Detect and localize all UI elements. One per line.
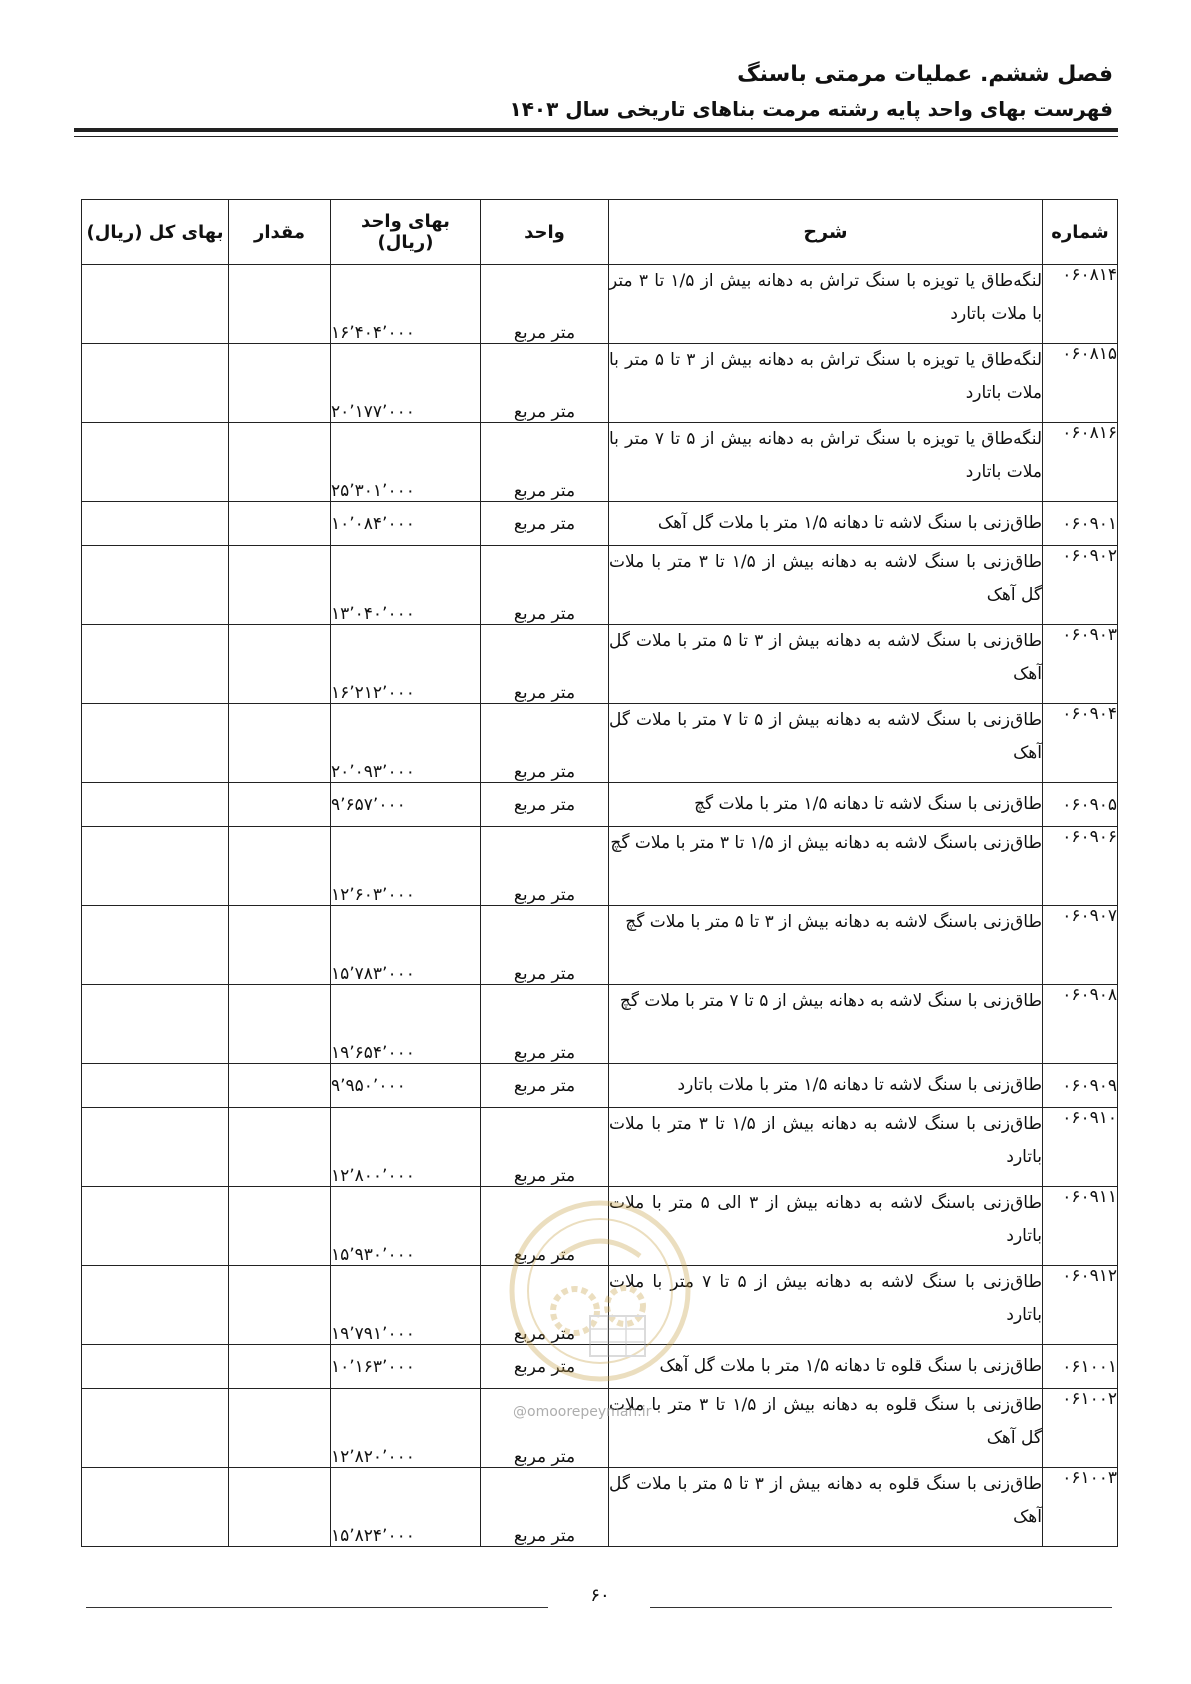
col-header-unit: واحد xyxy=(481,200,609,265)
cell-total-price xyxy=(82,344,229,423)
table-body xyxy=(82,265,1118,1547)
table-header-row xyxy=(82,200,1118,265)
cell-number: ۰۶۰۹۰۷ xyxy=(1043,906,1118,985)
cell-unit: متر مربع xyxy=(481,1187,609,1266)
table-row xyxy=(82,827,1118,906)
cell-number: ۰۶۰۹۰۵ xyxy=(1043,783,1118,827)
header-rule-thin xyxy=(74,136,1118,137)
footer-rule-right xyxy=(650,1607,1112,1608)
cell-description: طاق‌زنی باسنگ لاشه به دهانه بیش از ۱/۵ تا ۳ متر با ملات گچ xyxy=(609,827,1043,906)
cell-description: طاق‌زنی باسنگ لاشه به دهانه بیش از ۳ تا ۵ متر با ملات گچ xyxy=(609,906,1043,985)
cell-unit-price: ۱۵٬۹۳۰٬۰۰۰ xyxy=(331,1187,481,1266)
cell-unit-price: ۹٬۶۵۷٬۰۰۰ xyxy=(331,783,481,827)
col-header-total-price: بهای کل (ریال) xyxy=(82,200,229,265)
cell-quantity xyxy=(229,783,331,827)
cell-unit-price: ۱۰٬۰۸۴٬۰۰۰ xyxy=(331,502,481,546)
cell-number: ۰۶۰۹۰۳ xyxy=(1043,625,1118,704)
cell-total-price xyxy=(82,1345,229,1389)
cell-total-price xyxy=(82,502,229,546)
cell-description: لنگه‌طاق یا تویزه با سنگ تراش به دهانه بیش از ۵ تا ۷ متر با ملات باتارد xyxy=(609,423,1043,502)
table-row xyxy=(82,1108,1118,1187)
cell-total-price xyxy=(82,546,229,625)
cell-description: طاق‌زنی با سنگ لاشه تا دهانه ۱/۵ متر با ملات گل آهک xyxy=(609,502,1043,546)
cell-unit: متر مربع xyxy=(481,827,609,906)
cell-unit-price: ۱۲٬۶۰۳٬۰۰۰ xyxy=(331,827,481,906)
cell-total-price xyxy=(82,985,229,1064)
cell-number: ۰۶۰۹۱۲ xyxy=(1043,1266,1118,1345)
cell-unit: متر مربع xyxy=(481,344,609,423)
cell-number: ۰۶۱۰۰۱ xyxy=(1043,1345,1118,1389)
cell-unit: متر مربع xyxy=(481,1266,609,1345)
cell-total-price xyxy=(82,423,229,502)
cell-quantity xyxy=(229,1064,331,1108)
cell-number: ۰۶۰۹۱۱ xyxy=(1043,1187,1118,1266)
table-row xyxy=(82,546,1118,625)
cell-quantity xyxy=(229,423,331,502)
cell-description: طاق‌زنی با سنگ لاشه تا دهانه ۱/۵ متر با ملات باتارد xyxy=(609,1064,1043,1108)
watermark-site: @omoorepeyman.ir xyxy=(513,1404,652,1420)
cell-unit-price: ۲۰٬۱۷۷٬۰۰۰ xyxy=(331,344,481,423)
cell-number: ۰۶۰۹۰۴ xyxy=(1043,704,1118,783)
cell-unit: متر مربع xyxy=(481,546,609,625)
cell-unit: متر مربع xyxy=(481,1345,609,1389)
header-rule-thick xyxy=(74,128,1118,132)
cell-quantity xyxy=(229,906,331,985)
cell-quantity xyxy=(229,704,331,783)
cell-unit-price: ۲۵٬۳۰۱٬۰۰۰ xyxy=(331,423,481,502)
cell-quantity xyxy=(229,546,331,625)
cell-description: طاق‌زنی با سنگ لاشه به دهانه بیش از ۱/۵ تا ۳ متر با ملات باتارد xyxy=(609,1108,1043,1187)
table-row xyxy=(82,1187,1118,1266)
cell-quantity xyxy=(229,265,331,344)
cell-unit-price: ۱۳٬۰۴۰٬۰۰۰ xyxy=(331,546,481,625)
cell-quantity xyxy=(229,985,331,1064)
cell-quantity xyxy=(229,1266,331,1345)
table-row xyxy=(82,704,1118,783)
cell-description: طاق‌زنی با سنگ لاشه تا دهانه ۱/۵ متر با ملات گچ xyxy=(609,783,1043,827)
cell-number: ۰۶۰۹۰۹ xyxy=(1043,1064,1118,1108)
cell-number: ۰۶۱۰۰۲ xyxy=(1043,1389,1118,1468)
cell-number: ۰۶۰۹۰۲ xyxy=(1043,546,1118,625)
page-header xyxy=(73,58,1113,126)
cell-total-price xyxy=(82,265,229,344)
cell-unit: متر مربع xyxy=(481,1108,609,1187)
cell-quantity xyxy=(229,827,331,906)
cell-description: طاق‌زنی با سنگ لاشه به دهانه بیش از ۱/۵ تا ۳ متر با ملات گل آهک xyxy=(609,546,1043,625)
cell-total-price xyxy=(82,827,229,906)
cell-unit: متر مربع xyxy=(481,625,609,704)
cell-total-price xyxy=(82,1468,229,1547)
col-header-unit-price: بهای واحد (ریال) xyxy=(331,200,481,265)
cell-description: طاق‌زنی با سنگ قلوه تا دهانه ۱/۵ متر با ملات گل آهک xyxy=(609,1345,1043,1389)
cell-total-price xyxy=(82,1108,229,1187)
cell-description: طاق‌زنی با سنگ قلوه به دهانه بیش از ۳ تا ۵ متر با ملات گل آهک xyxy=(609,1468,1043,1547)
cell-total-price xyxy=(82,1064,229,1108)
table-row xyxy=(82,1345,1118,1389)
cell-description: لنگه‌طاق یا تویزه با سنگ تراش به دهانه بیش از ۳ تا ۵ متر با ملات باتارد xyxy=(609,344,1043,423)
table-row xyxy=(82,625,1118,704)
cell-description: طاق‌زنی باسنگ لاشه به دهانه بیش از ۳ الی ۵ متر با ملات باتارد xyxy=(609,1187,1043,1266)
table-row xyxy=(82,985,1118,1064)
cell-unit-price: ۱۲٬۸۰۰٬۰۰۰ xyxy=(331,1108,481,1187)
cell-unit: متر مربع xyxy=(481,423,609,502)
cell-description: طاق‌زنی با سنگ لاشه به دهانه بیش از ۵ تا ۷ متر با ملات گل آهک xyxy=(609,704,1043,783)
cell-number: ۰۶۰۹۱۰ xyxy=(1043,1108,1118,1187)
cell-total-price xyxy=(82,906,229,985)
cell-unit-price: ۱۹٬۶۵۴٬۰۰۰ xyxy=(331,985,481,1064)
table-row xyxy=(82,906,1118,985)
price-list-table xyxy=(81,199,1118,1547)
col-header-quantity: مقدار xyxy=(229,200,331,265)
cell-description: طاق‌زنی با سنگ لاشه به دهانه بیش از ۵ تا ۷ متر با ملات گچ xyxy=(609,985,1043,1064)
cell-number: ۰۶۰۸۱۶ xyxy=(1043,423,1118,502)
cell-description: طاق‌زنی با سنگ قلوه به دهانه بیش از ۱/۵ تا ۳ متر با ملات گل آهک xyxy=(609,1389,1043,1468)
cell-unit: متر مربع xyxy=(481,704,609,783)
cell-unit: متر مربع xyxy=(481,265,609,344)
page-number: ۶۰ xyxy=(590,1585,610,1606)
cell-number: ۰۶۰۸۱۵ xyxy=(1043,344,1118,423)
table-row xyxy=(82,423,1118,502)
cell-number: ۰۶۰۹۰۸ xyxy=(1043,985,1118,1064)
table-row xyxy=(82,265,1118,344)
cell-unit-price: ۱۶٬۲۱۲٬۰۰۰ xyxy=(331,625,481,704)
table-row xyxy=(82,1468,1118,1547)
cell-quantity xyxy=(229,1389,331,1468)
cell-quantity xyxy=(229,625,331,704)
cell-description: طاق‌زنی با سنگ لاشه به دهانه بیش از ۳ تا ۵ متر با ملات گل آهک xyxy=(609,625,1043,704)
cell-number: ۰۶۱۰۰۳ xyxy=(1043,1468,1118,1547)
cell-unit: متر مربع xyxy=(481,906,609,985)
cell-unit: متر مربع xyxy=(481,1389,609,1468)
cell-unit: متر مربع xyxy=(481,1468,609,1547)
cell-quantity xyxy=(229,1187,331,1266)
cell-number: ۰۶۰۹۰۶ xyxy=(1043,827,1118,906)
table-row xyxy=(82,344,1118,423)
table-row xyxy=(82,1389,1118,1468)
cell-unit-price: ۱۵٬۷۸۳٬۰۰۰ xyxy=(331,906,481,985)
cell-description: لنگه‌طاق یا تویزه با سنگ تراش به دهانه بیش از ۱/۵ تا ۳ متر با ملات باتارد xyxy=(609,265,1043,344)
cell-unit-price: ۲۰٬۰۹۳٬۰۰۰ xyxy=(331,704,481,783)
cell-unit-price: ۱۰٬۱۶۳٬۰۰۰ xyxy=(331,1345,481,1389)
cell-unit-price: ۱۶٬۴۰۴٬۰۰۰ xyxy=(331,265,481,344)
cell-quantity xyxy=(229,1108,331,1187)
col-header-description: شرح xyxy=(609,200,1043,265)
cell-unit-price: ۱۲٬۸۲۰٬۰۰۰ xyxy=(331,1389,481,1468)
cell-unit-price: ۱۹٬۷۹۱٬۰۰۰ xyxy=(331,1266,481,1345)
cell-description: طاق‌زنی با سنگ لاشه به دهانه بیش از ۵ تا ۷ متر با ملات باتارد xyxy=(609,1266,1043,1345)
table-row xyxy=(82,1064,1118,1108)
table-row xyxy=(82,783,1118,827)
table-row xyxy=(82,1266,1118,1345)
cell-unit-price: ۱۵٬۸۲۴٬۰۰۰ xyxy=(331,1468,481,1547)
col-header-number: شماره xyxy=(1043,200,1118,265)
cell-unit-price: ۹٬۹۵۰٬۰۰۰ xyxy=(331,1064,481,1108)
cell-unit: متر مربع xyxy=(481,985,609,1064)
table-row xyxy=(82,502,1118,546)
cell-quantity xyxy=(229,502,331,546)
cell-total-price xyxy=(82,1389,229,1468)
chapter-title: فصل ششم. عملیات مرمتی باسنگ xyxy=(737,62,1113,87)
cell-quantity xyxy=(229,344,331,423)
cell-unit: متر مربع xyxy=(481,783,609,827)
cell-unit: متر مربع xyxy=(481,1064,609,1108)
cell-total-price xyxy=(82,1187,229,1266)
cell-total-price xyxy=(82,783,229,827)
document-title: فهرست بهای واحد پایه رشته مرمت بناهای تاریخی سال ۱۴۰۳ xyxy=(509,97,1113,121)
cell-total-price xyxy=(82,625,229,704)
cell-quantity xyxy=(229,1468,331,1547)
cell-total-price xyxy=(82,1266,229,1345)
cell-number: ۰۶۰۹۰۱ xyxy=(1043,502,1118,546)
cell-unit: متر مربع xyxy=(481,502,609,546)
cell-total-price xyxy=(82,704,229,783)
cell-quantity xyxy=(229,1345,331,1389)
footer-rule-left xyxy=(86,1607,548,1608)
cell-number: ۰۶۰۸۱۴ xyxy=(1043,265,1118,344)
